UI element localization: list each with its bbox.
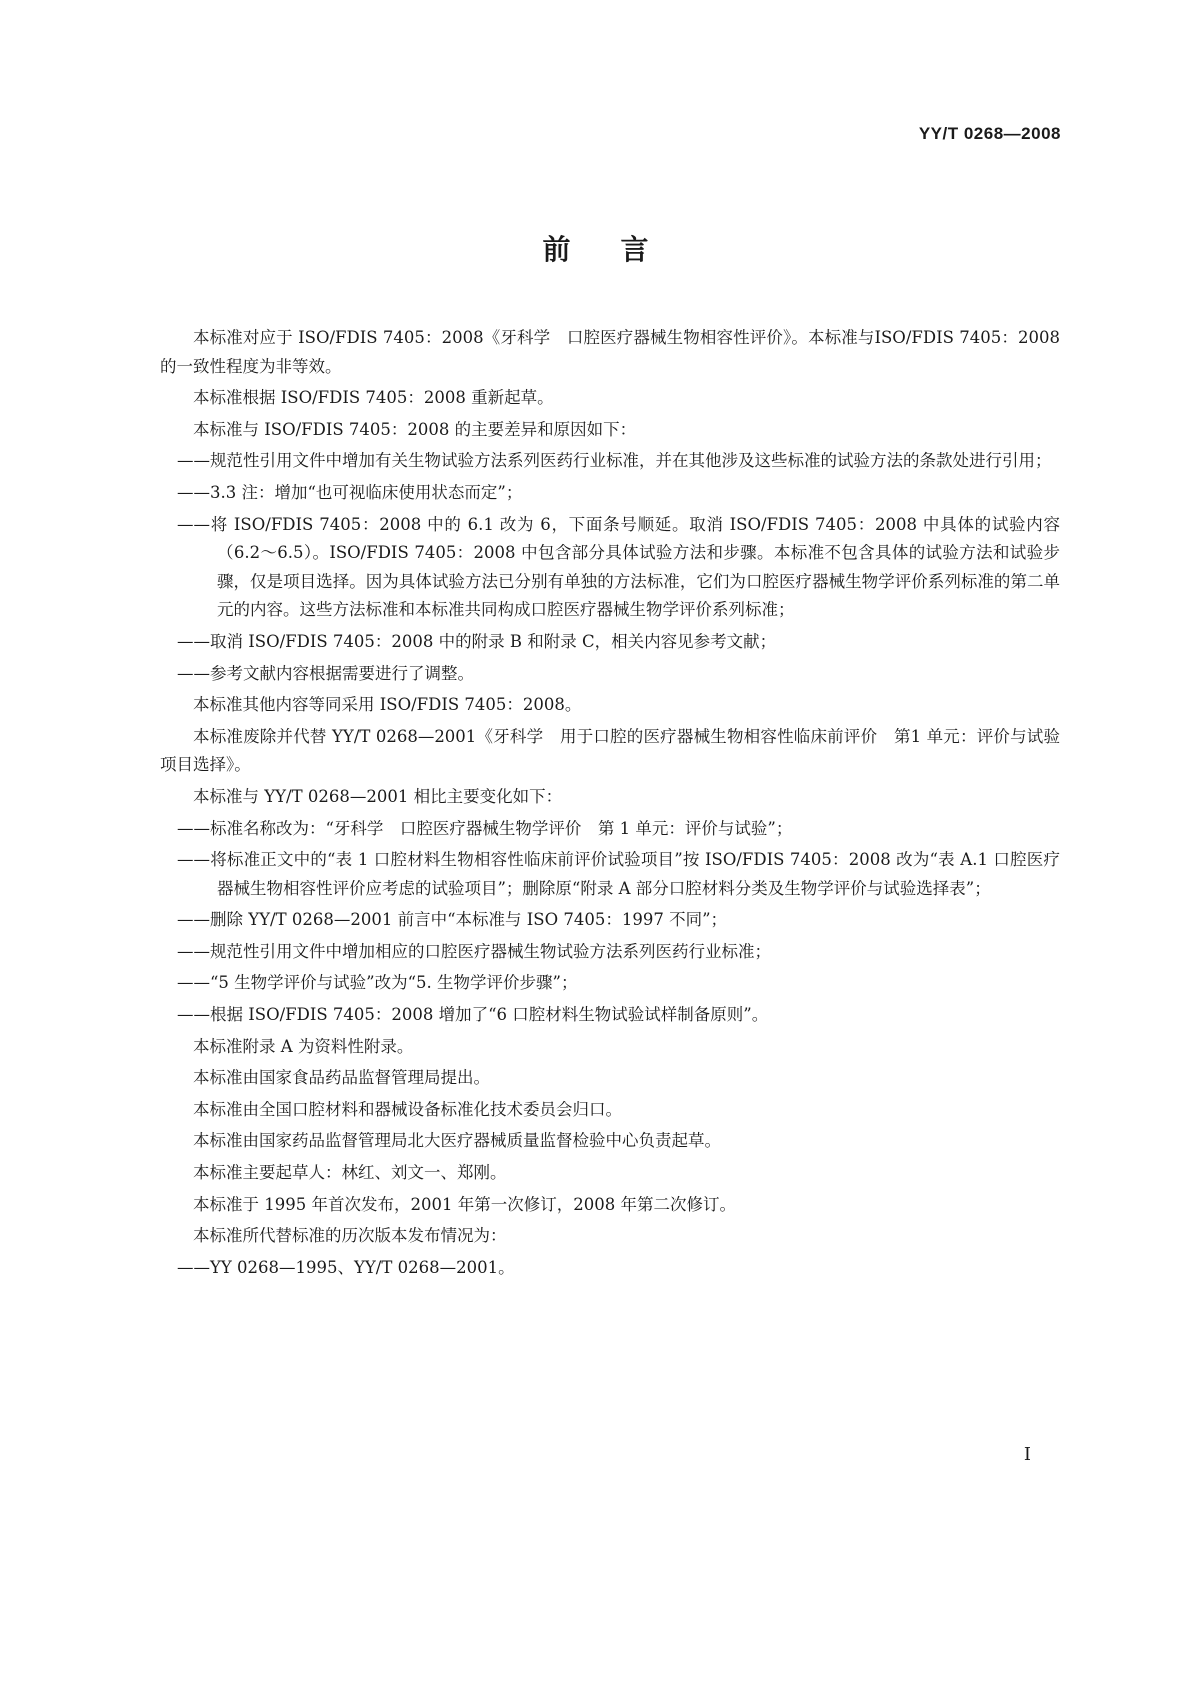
paragraph: 本标准由国家药品监督管理局北大医疗器械质量监督检验中心负责起草。 xyxy=(193,1131,721,1151)
list-item: ——取消 ISO/FDIS 7405：2008 中的附录 B 和附录 C，相关内容见参考文献； xyxy=(177,631,777,651)
paragraph: 本标准附录 A 为资料性附录。 xyxy=(193,1036,414,1056)
list-item: ——根据 ISO/FDIS 7405：2008 增加了“6 口腔材料生物试验试样制备原则”。 xyxy=(177,1005,769,1025)
list-item: ——将 ISO/FDIS 7405：2008 中的 6.1 改为 6，下面条号顺延。取消 ISO/FDIS 7405：2008 中具体的试验内容（6.2～6.5）。ISO/FDIS 7405：2008 中包含部分具体试验方法和步骤。本标准不包含具体的试验方法和试验步骤，仅是项目选择。因为具体试验方法已分别有单独的方法标准，它们为口腔医疗器械生物学评价系列标准的第二单元的内容。这些方法标准和本标准共同构成口腔医疗器械生物学评价系列标准； xyxy=(177,514,1060,620)
standard-number: YY/T 0268—2008 xyxy=(918,124,1061,143)
differences-list xyxy=(177,447,1060,688)
paragraph: 本标准与 ISO/FDIS 7405：2008 的主要差异和原因如下： xyxy=(193,419,637,439)
foreword-body xyxy=(160,324,1060,1285)
list-item: ——“5 生物学评价与试验”改为“5. 生物学评价步骤”； xyxy=(177,973,578,993)
paragraph: 本标准与 YY/T 0268—2001 相比主要变化如下： xyxy=(193,786,563,806)
paragraph: 本标准由国家食品药品监督管理局提出。 xyxy=(193,1068,490,1088)
paragraph: 本标准根据 ISO/FDIS 7405：2008 重新起草。 xyxy=(193,388,554,408)
list-item: ——标准名称改为：“牙科学 口腔医疗器械生物学评价 第 1 单元：评价与试验”； xyxy=(177,818,793,838)
list-item: ——规范性引用文件中增加有关生物试验方法系列医药行业标准，并在其他涉及这些标准的试验方法的条款处进行引用； xyxy=(177,451,1052,471)
paragraph: 本标准主要起草人：林红、刘文一、郑刚。 xyxy=(193,1163,507,1183)
page-number: I xyxy=(1023,1444,1031,1465)
paragraph: 本标准废除并代替 YY/T 0268—2001《牙科学 用于口腔的医疗器械生物相容性临床前评价 第1 单元：评价与试验项目选择》。 xyxy=(160,726,1060,775)
list-item: ——3.3 注：增加“也可视临床使用状态而定”； xyxy=(177,482,523,502)
paragraph: 本标准于 1995 年首次发布，2001 年第一次修订，2008 年第二次修订。 xyxy=(193,1194,736,1214)
list-item: ——删除 YY/T 0268—2001 前言中“本标准与 ISO 7405：1997 不同”； xyxy=(177,910,728,930)
page-title: 前言 xyxy=(542,233,699,266)
history-list xyxy=(177,1254,1060,1283)
list-item: ——将标准正文中的“表 1 口腔材料生物相容性临床前评价试验项目”按 ISO/FDIS 7405：2008 改为“表 A.1 口腔医疗器械生物相容性评价应考虑的试验项目”；删除原“附录 A 部分口腔材料分类及生物学评价与试验选择表”； xyxy=(177,850,1060,898)
paragraph: 本标准对应于 ISO/FDIS 7405：2008《牙科学 口腔医疗器械生物相容性评价》。本标准与ISO/FDIS 7405：2008 的一致性程度为非等效。 xyxy=(160,328,1060,376)
changes-list xyxy=(177,815,1060,1030)
paragraph: 本标准其他内容等同采用 ISO/FDIS 7405：2008。 xyxy=(193,695,582,715)
list-item: ——参考文献内容根据需要进行了调整。 xyxy=(177,663,474,683)
list-item: ——YY 0268—1995、YY/T 0268—2001。 xyxy=(177,1257,515,1277)
list-item: ——规范性引用文件中增加相应的口腔医疗器械生物试验方法系列医药行业标准； xyxy=(177,941,771,961)
paragraph: 本标准所代替标准的历次版本发布情况为： xyxy=(193,1226,507,1246)
paragraph: 本标准由全国口腔材料和器械设备标准化技术委员会归口。 xyxy=(193,1099,622,1119)
